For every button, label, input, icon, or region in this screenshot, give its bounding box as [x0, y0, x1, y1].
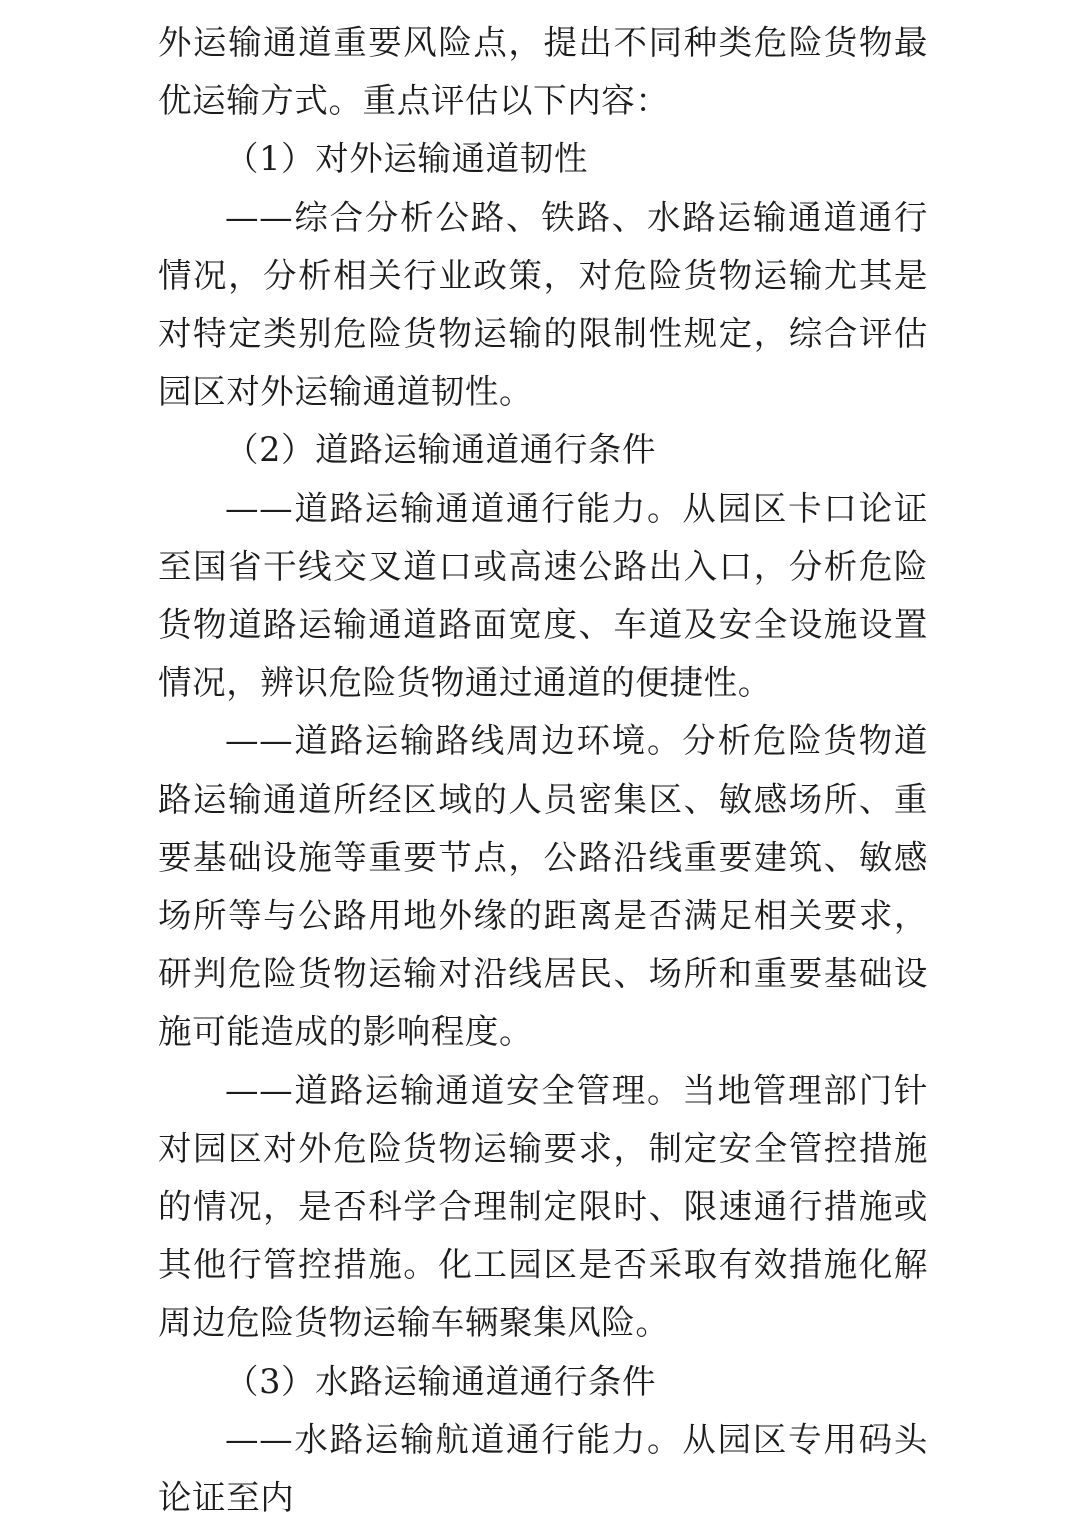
document-text-column — [158, 14, 928, 1527]
bullet-item-3-1: ——水路运输航道通行能力。从园区专用码头论证至内 — [158, 1419, 928, 1518]
bullet-item-1-1: ——综合分析公路、铁路、水路运输通道通行情况，分析相关行业政策，对危险货物运输尤其是对特定类别危险货物运输的限制性规定，综合评估园区对外运输通道韧性。 — [158, 197, 928, 412]
heading-item-3: （3）水路运输通道通行条件 — [225, 1361, 657, 1401]
bullet-item-2-2: ——道路运输路线周边环境。分析危险货物道路运输通道所经区域的人员密集区、敏感场所、重要基础设施等重要节点，公路沿线重要建筑、敏感场所等与公路用地外缘的距离是否满足相关要求，研判危险货物运输对沿线居民、场所和重要基础设施可能造成的影响程度。 — [158, 721, 928, 1052]
bullet-item-2-3: ——道路运输通道安全管理。当地管理部门针对园区对外危险货物运输要求，制定安全管控措施的情况，是否科学合理制定限时、限速通行措施或其他行管控措施。化工园区是否采取有效措施化解周边危险货物运输车辆聚集风险。 — [158, 1070, 928, 1343]
heading-item-1: （1）对外运输通道韧性 — [225, 139, 588, 179]
paragraph-continuation: 外运输通道重要风险点，提出不同种类危险货物最优运输方式。重点评估以下内容： — [158, 23, 928, 121]
bullet-item-2-1: ——道路运输通道通行能力。从园区卡口论证至国省干线交叉道口或高速公路出入口，分析危险货物道路运输通道路面宽度、车道及安全设施设置情况，辨识危险货物通过通道的便捷性。 — [158, 488, 928, 703]
heading-item-2: （2）道路运输通道通行条件 — [225, 430, 657, 470]
